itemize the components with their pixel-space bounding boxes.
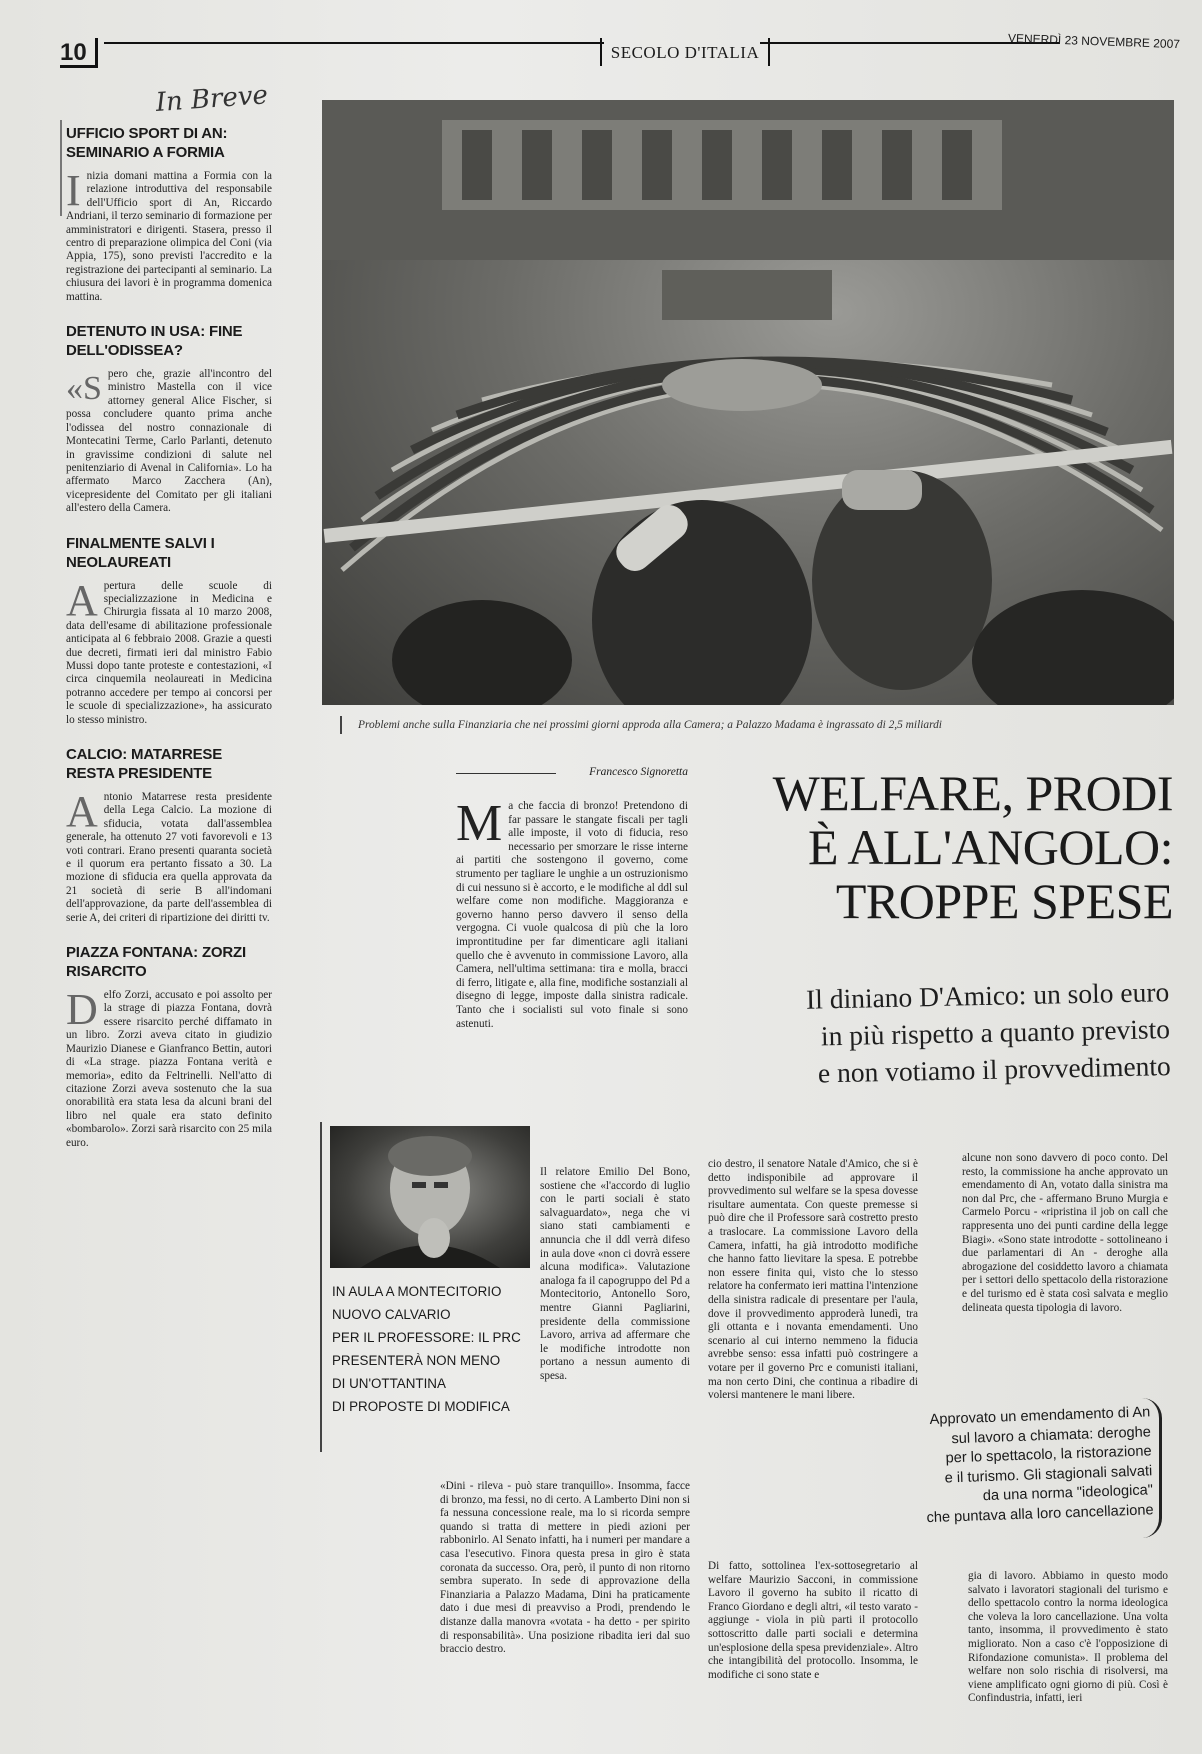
brief-body <box>66 368 272 515</box>
article-subhead <box>699 973 1171 1094</box>
subhead-line: Il diniano D'Amico: un solo euro <box>805 976 1170 1015</box>
brief-text: elfo Zorzi, accusato e poi assolto per la strage di piazza Fontana, dovrà essere risarcito perché diffamato in un libro. Zorzi aveva citato in giudizio Maurizio Dianese e Gianfranco Bettin, autori di «La strage. piazza Fontana verità e memoria», edito da Feltrinelli. Nell'atto di citazione Zorzi aveva sostenuto che la sua onorabilità era stata lesa da alcuni brani del libro nel quale era stato definito «bombarolo». Zorzi sarà risarcito con 25 mila euro. <box>66 989 272 1149</box>
newspaper-title: SECOLO D'ITALIA <box>600 38 770 66</box>
brief-text: nizia domani mattina a Formia con la relazione introduttiva del responsabile dell'Ufficio sport di An, Riccardo Andriani, il terzo seminario di formazione per amministratori e dirigenti. Stasera, presso il centro di preparazione olimpica del Coni (via Appia, 175), sono previsti l'accredito e la registrazione dei partecipanti al seminario. La chiusura dei lavori è in programma domenica mattina. <box>66 170 272 303</box>
dropcap: A <box>66 575 98 625</box>
brief-item <box>66 124 272 304</box>
article-column-3b: gia di lavoro. Abbiamo in questo modo salvato i lavoratori stagionali del turismo e dello spettacolo contro la norma ideologica che voleva la loro cancellazione. Una volta tanto, insomma, il provvedimento è stato migliorato. Non a caso c'è l'opposizione di Rifondazione comunista». Il problema del welfare non solo rischia di risolversi, ma viene amplificato ogni giorno di più. Così è Confindustria, infatti, ieri <box>968 1570 1168 1705</box>
portrait-illustration <box>330 1126 530 1268</box>
pullquote-line: per lo spettacolo, la ristorazione <box>945 1443 1152 1467</box>
pullquote-line: da una norma "ideologica" <box>982 1482 1154 1505</box>
article-column-1c: «Dini - rileva - può stare tranquillo». Insomma, facce di bronzo, ma fessi, no di certo. A Lamberto Dini non si fa nessuna concessione reale, ma lo si ricorda sempre quando si tratta di mettere in piedi azioni per rabbonirlo. Al Senato infatti, ha i numeri per mandare a casa l'esecutivo. Finora questa presa in giro è stata coronata da successo. Ora, però, il punto di non ritorno sembra superato. In sede di approvazione della Finanziaria a Palazzo Madama, Dini ha praticamente dato i due mesi di preavviso a Prodi, prendendo le distanze dalla manovra «votata - ha detto - per spirito di responsabilità». Una posizione ribadita ieri dal suo braccio destro. <box>440 1480 690 1656</box>
page-number: 10 <box>60 38 98 68</box>
dropcap: «S <box>66 370 102 408</box>
brief-item <box>66 943 272 1150</box>
caption-line: PRESENTERÀ NON MENO <box>332 1353 501 1368</box>
article-column-2b: Di fatto, sottolinea l'ex-sottosegretario al welfare Maurizio Sacconi, in commissione Lavoro il governo ha subito il ricatto di Franco Giordano e degli altri, «il testo varato - aggiunge - viola in più parti il protocollo sottoscritto dalle parti sociali e determina un'esplosione della spesa previdenziale». Altro che intangibilità del protocollo. Insomma, le modifiche ci sono state e <box>708 1560 918 1681</box>
caption-line: NUOVO CALVARIO <box>332 1307 451 1322</box>
brief-headline: DETENUTO IN USA: FINE DELL'ODISSEA? <box>66 323 243 360</box>
brief-item <box>66 322 272 515</box>
headline-line: TROPPE SPESE <box>835 873 1173 929</box>
portrait-caption <box>332 1280 532 1418</box>
brief-headline: CALCIO: MATARRESE RESTA PRESIDENTE <box>66 746 223 782</box>
subhead-line: in più rispetto a quanto previsto <box>820 1013 1171 1052</box>
caption-line: IN AULA A MONTECITORIO <box>332 1284 502 1299</box>
issue-date: VENERDÌ 23 NOVEMBRE 2007 <box>1007 31 1181 52</box>
article-column-2: cio destro, il senatore Natale d'Amico, che si è detto indisponibile ad approvare il provvedimento sul welfare se la spesa dovesse risultare aumentata. Con queste premesse si può dire che il Professore sarà costretto presto a traslocare. La commissione Lavoro della Camera, infatti, ha già introdotto modifiche che hanno fatto lievitare la spesa. E potrebbe non essere finita qui, visto che lo stesso relatore ha confermato ieri mattina l'intenzione della sinistra radicale di presentare per l'aula, dove il provvedimento approderà lunedì, tra gli ottanta e i novanta emendamenti. Uno scenario al cui interno nemmeno la fiducia avrebbe senso: essa infatti può costringere a votare per il governo Prc e comunisti italiani, ma non certo Dini, che continua a ribadire di volersi mantenere le mani libere. <box>708 1158 918 1402</box>
article-column-1b: Il relatore Emilio Del Bono, sostiene che «l'accordo di luglio con le parti sociali è stato salvaguardato», nega che vi siano stati cambiamenti e annuncia che il ddl verrà difeso in aula dove «non ci dovrà essere alcuna modifica». Valutazione analoga fa il capogruppo del Pd a Montecitorio, Antonello Soro, mentre Gianni Pagliarini, presidente della commissione Lavoro, arriva ad affermare che le modifiche introdotte non portano a nessun aumento di spesa. <box>540 1166 690 1382</box>
pullquote-line: che puntava alla loro cancellazione <box>926 1501 1154 1526</box>
article-text: a che faccia di bronzo! Pretendono di far passare le stangate fiscali per tagli alle imposte, il voto di fiducia, reso necessario per smorzare le risse interne ai partiti che sostengono il governo, come strumento per tagliare le unghie a un ostruzionismo di cui nessuno si è accorto, e le modifiche al ddl sul welfare come non modifiche. Maggioranza e governo hanno perso davvero il senso della vergogna. Ci vuole qualcosa di più che la loro improntitudine per far dimenticare agli italiani quello che è avvenuto in commissione Lavoro, alla Camera, nell'ultima settimana: tira e molla, bracci di ferro, litigate e, alla fine, modifiche sostanziali al disegno di legge, imposte dalla sinistra radicale. Tanto che i socialisti sul voto finale si sono astenuti. <box>456 800 688 1030</box>
section-bar <box>60 120 62 216</box>
brief-headline: PIAZZA FONTANA: ZORZI RISARCITO <box>66 944 246 981</box>
article-column-3: alcune non sono davvero di poco conto. Del resto, la commissione ha anche approvato un emendamento di An, votato dalla sinistra ma non dal Prc, che - affermano Bruno Murgia e Carmelo Porcu - «ripristina il job on call che rappresenta uno dei punti cardine della legge Biagi». «Sono state introdotte - sottolineano i due parlamentari di An - deroghe alla abrogazione del cosiddetto lavoro a chiamata per i settori dello spettacolo della ristorazione e del turismo ed è stata così salvata e meglio delineata questa tipologia di lavoro. <box>962 1152 1168 1314</box>
headline-line: WELFARE, PRODI <box>772 765 1173 821</box>
section-label: In Breve <box>154 80 269 119</box>
dropcap: D <box>66 985 98 1035</box>
pullquote <box>880 1403 1154 1529</box>
chamber-illustration <box>322 100 1174 705</box>
article-column-1 <box>456 795 688 1031</box>
subhead-line: e non votiamo il provvedimento <box>817 1050 1172 1089</box>
article-byline: Francesco Signoretta <box>456 766 688 778</box>
brief-headline: UFFICIO SPORT DI AN: SEMINARIO A FORMIA <box>66 125 228 161</box>
brief-body <box>66 575 272 727</box>
pullquote-line: sul lavoro a chiamata: deroghe <box>951 1423 1152 1447</box>
portrait-bar <box>320 1122 322 1452</box>
brief-text: pertura delle scuole di specializzazione in Medicina e Chirurgia fissata al 10 marzo 2008, data dell'esame di abilitazione professionale anticipata al 6 febbraio 2008. Grazie a questi due decreti, firmati ieri dal ministro Fabio Mussi dopo tante proteste e contestazioni, «I circa cinquemila neolaureati in Medicina potranno accedere per tempo ai concorsi per le scuole di specializzazione», ha assicurato lo stesso ministro. <box>66 579 272 726</box>
brief-item <box>66 745 272 925</box>
masthead <box>60 31 1181 74</box>
article-headline <box>698 766 1173 928</box>
brief-text: ntonio Matarrese resta presidente della Lega Calcio. La mozione di sfiducia, votata dall'assemblea generale, ha ottenuto 27 voti favorevoli e 13 voti contrari. Erano presenti quaranta società e il quorum era pertanto fissato a 30. La mozione di sfiducia era quella approvata da 21 società di serie B all'indomani dell'approvazione, da parte dell'assemblea di serie A, dei criteri di ripartizione dei diritti tv. <box>66 791 272 924</box>
dropcap: M <box>456 795 503 852</box>
brief-item <box>66 534 272 727</box>
caption-line: DI PROPOSTE DI MODIFICA <box>332 1399 510 1414</box>
caption-line: PER IL PROFESSORE: IL PRC <box>332 1330 521 1345</box>
brief-text: pero che, grazie all'incontro del ministro Mastella con il vice attorney general Alice Fischer, si possa concludere quanto prima anche l'odissea del nostro connazionale di Montecatini Terme, Carlo Parlanti, detenuto in gravissime condizioni di salute nel penitenziario di Avenal in California». Lo ha affermato Marco Zacchera (An), vicepresidente del Comitato per gli italiani all'estero della Camera. <box>66 368 272 515</box>
dropcap: A <box>66 787 98 836</box>
brief-body <box>66 985 272 1150</box>
pullquote-line: Approvato un emendamento di An <box>929 1404 1151 1429</box>
dropcap: I <box>66 166 81 215</box>
pullquote-line: e il turismo. Gli stagionali salvati <box>944 1462 1153 1487</box>
masthead-rule-left <box>104 42 604 44</box>
headline-line: È ALL'ANGOLO: <box>808 819 1173 875</box>
briefs-column <box>66 80 272 1168</box>
photo-caption: Problemi anche sulla Finanziaria che nei prossimi giorni approda alla Camera; a Palazzo Madama è ingrassato di 2,5 miliardi <box>340 716 1140 734</box>
caption-line: DI UN'OTTANTINA <box>332 1376 446 1391</box>
brief-headline: FINALMENTE SALVI I NEOLAUREATI <box>66 534 215 571</box>
parliament-photo <box>322 100 1174 705</box>
brief-body <box>66 787 272 925</box>
prodi-portrait <box>330 1126 530 1268</box>
brief-body <box>66 166 272 304</box>
